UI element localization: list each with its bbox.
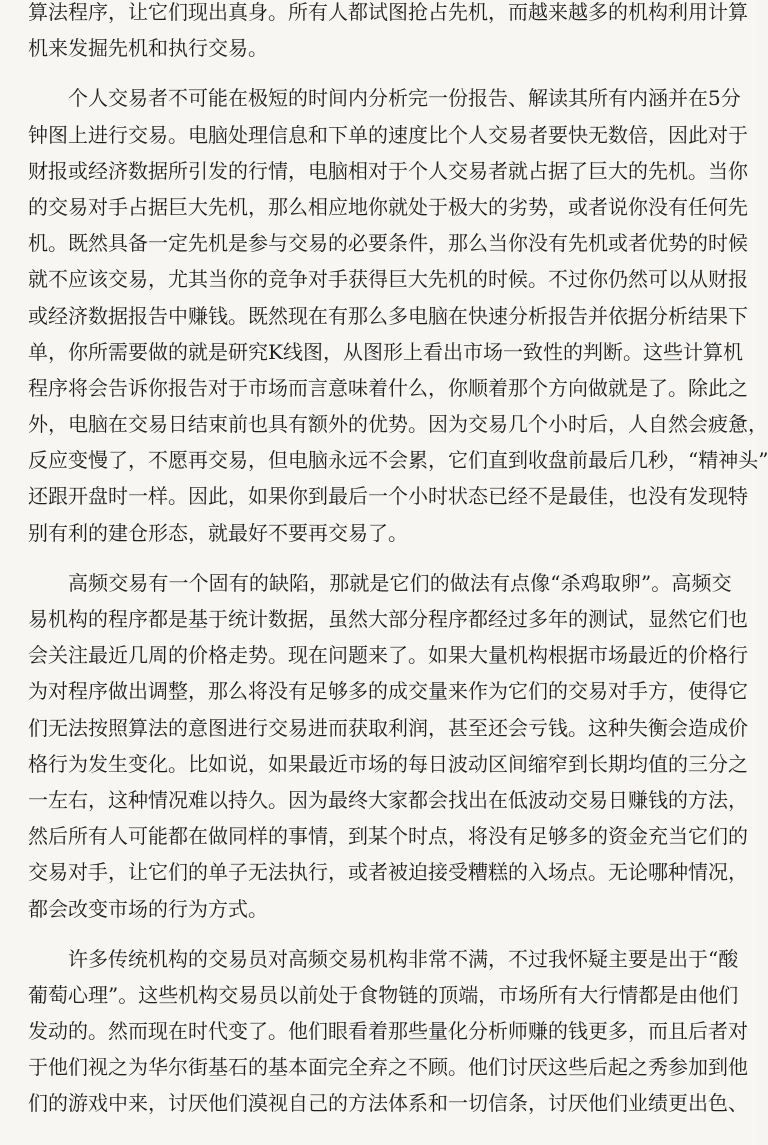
text-line: 单 ， 你 所 需 要 做 的 就 是 研 究 K 线 图 ， 从 图 形 上 看 出 市 场 一 致 性 的 判 断 。 这 些 计 算 机 [28,339,743,364]
text-line: 个 人 交 易 者 不 可 能 在 极 短 的 时 间 内 分 析 完 一 份 报 告 、 解 读 其 所 有 内 涵 并 在 5 分 [68,86,741,111]
paragraph-gap [28,551,732,565]
text-line: 们的游戏中来，讨厌他们漠视自己的方法体系和一切信条，讨厌他们业绩更出色、 [28,1091,748,1116]
text-line: 机来发掘先机和执行交易。 [28,36,268,61]
text-line: 程 序 将 会 告 诉 你 报 告 对 于 市 场 而 言 意 味 着 什 么 ， 你 顺 着 那 个 方 向 做 就 是 了 。 除 此 之 [28,375,748,400]
text-line: 然 后 所 有 人 可 能 都 在 做 同 样 的 事 情 ， 到 某 个 时 点 ， 将 没 有 足 够 多 的 资 金 充 当 它 们 的 [28,824,748,849]
text-line: 格 行 为 发 生 变 化 。 比 如 说 ， 如 果 最 近 市 场 的 每 日 波 动 区 间 缩 窄 到 长 期 均 值 的 三 分 之 [28,751,748,776]
text-line: 外 ， 电 脑 在 交 易 日 结 束 前 也 具 有 额 外 的 优 势 。 因 为 交 易 几 个 小 时 后 ， 人 自 然 会 疲 惫 ， [28,412,768,437]
text-line: 会 关 注 最 近 几 周 的 价 格 走 势 。 现 在 问 题 来 了 。 如 果 大 量 机 构 根 据 市 场 最 近 的 价 格 行 [28,643,748,668]
text-line: 们 无 法 按 照 算 法 的 意 图 进 行 交 易 进 而 获 取 利 润 ， 甚 至 还 会 亏 钱 。 这 种 失 衡 会 造 成 价 [28,715,748,740]
text-line: 交 易 对 手 ， 让 它 们 的 单 子 无 法 执 行 ， 或 者 被 迫 接 受 糟 糕 的 入 场 点 。 无 论 哪 种 情 况 ， [28,860,748,885]
body-text [28,0,768,1122]
text-line: 发 动 的 。 然 而 现 在 时 代 变 了 。 他 们 眼 看 着 那 些 量 化 分 析 师 赚 的 钱 更 多 ， 而 且 后 者 对 [28,1019,748,1044]
paragraph [28,941,748,1122]
text-line: 易 机 构 的 程 序 都 是 基 于 统 计 数 据 ， 虽 然 大 部 分 程 序 都 经 过 多 年 的 测 试 ， 显 然 它 们 也 [28,607,748,631]
paragraph [28,80,768,550]
text-line: 或 经 济 数 据 报 告 中 赚 钱 。 既 然 现 在 有 那 么 多 电 脑 在 快 速 分 析 报 告 并 依 据 分 析 结 果 下 [28,303,748,328]
text-line: 都会改变市场的行为方式。 [28,896,268,921]
paragraph [28,0,748,66]
text-line: 葡 萄 心 理 ” 。 这 些 机 构 交 易 员 以 前 处 于 食 物 链 的 顶 端 ， 市 场 所 有 大 行 情 都 是 由 他 们 [28,982,739,1007]
text-line: 一 左 右 ， 这 种 情 况 难 以 持 久 。 因 为 最 终 大 家 都 会 找 出 在 低 波 动 交 易 日 赚 钱 的 方 法 ， [28,787,748,812]
text-line: 算 法 程 序 ， 让 它 们 现 出 真 身 。 所 有 人 都 试 图 抢 占 先 机 ， 而 越 来 越 多 的 机 构 利 用 计 算 [28,0,748,24]
paragraph-gap [28,927,732,941]
text-line: 高 频 交 易 有 一 个 固 有 的 缺 陷 ， 那 就 是 它 们 的 做 法 有 点 像 “ 杀 鸡 取 卵 ” 。 高 频 交 [68,570,732,595]
paragraph [28,565,748,927]
text-line: 钟 图 上 进 行 交 易 。 电 脑 处 理 信 息 和 下 单 的 速 度 比 个 人 交 易 者 要 快 无 数 倍 ， 因 此 对 于 [28,122,748,147]
text-line: 于 他 们 视 之 为 华 尔 街 基 石 的 基 本 面 完 全 弃 之 不 顾 。 他 们 讨 厌 这 些 后 起 之 秀 参 加 到 他 [28,1055,748,1080]
text-line: 为 对 程 序 做 出 调 整 ， 那 么 将 没 有 足 够 多 的 成 交 量 来 作 为 它 们 的 交 易 对 手 方 ， 使 得 它 [28,679,748,704]
text-line: 财 报 或 经 济 数 据 所 引 发 的 行 情 ， 电 脑 相 对 于 个 人 交 易 者 就 占 据 了 巨 大 的 先 机 。 当 你 [28,158,748,183]
text-line: 别有利的建仓形态，就最好不要再交易了。 [28,520,408,545]
paragraph-gap [28,66,732,80]
text-line: 机 。 既 然 具 备 一 定 先 机 是 参 与 交 易 的 必 要 条 件 ， 那 么 当 你 没 有 先 机 或 者 优 势 的 时 候 [28,231,748,256]
text-line: 就 不 应 该 交 易 ， 尤 其 当 你 的 竞 争 对 手 获 得 巨 大 先 机 的 时 候 。 不 过 你 仍 然 可 以 从 财 报 [28,267,748,292]
text-line: 的 交 易 对 手 占 据 巨 大 先 机 ， 那 么 相 应 地 你 就 处 于 极 大 的 劣 势 ， 或 者 说 你 没 有 任 何 先 [28,194,748,219]
text-line: 反 应 变 慢 了 ， 不 愿 再 交 易 ， 但 电 脑 永 远 不 会 累 ， 它 们 直 到 收 盘 前 最 后 几 秒 ， “ 精 神 头 ” [28,448,768,473]
text-line: 还 跟 开 盘 时 一 样 。 因 此 ， 如 果 你 到 最 后 一 个 小 时 状 态 已 经 不 是 最 佳 ， 也 没 有 发 现 特 [28,484,748,509]
text-line: 许 多 传 统 机 构 的 交 易 员 对 高 频 交 易 机 构 非 常 不 满 ， 不 过 我 怀 疑 主 要 是 出 于 “ 酸 [68,946,739,971]
